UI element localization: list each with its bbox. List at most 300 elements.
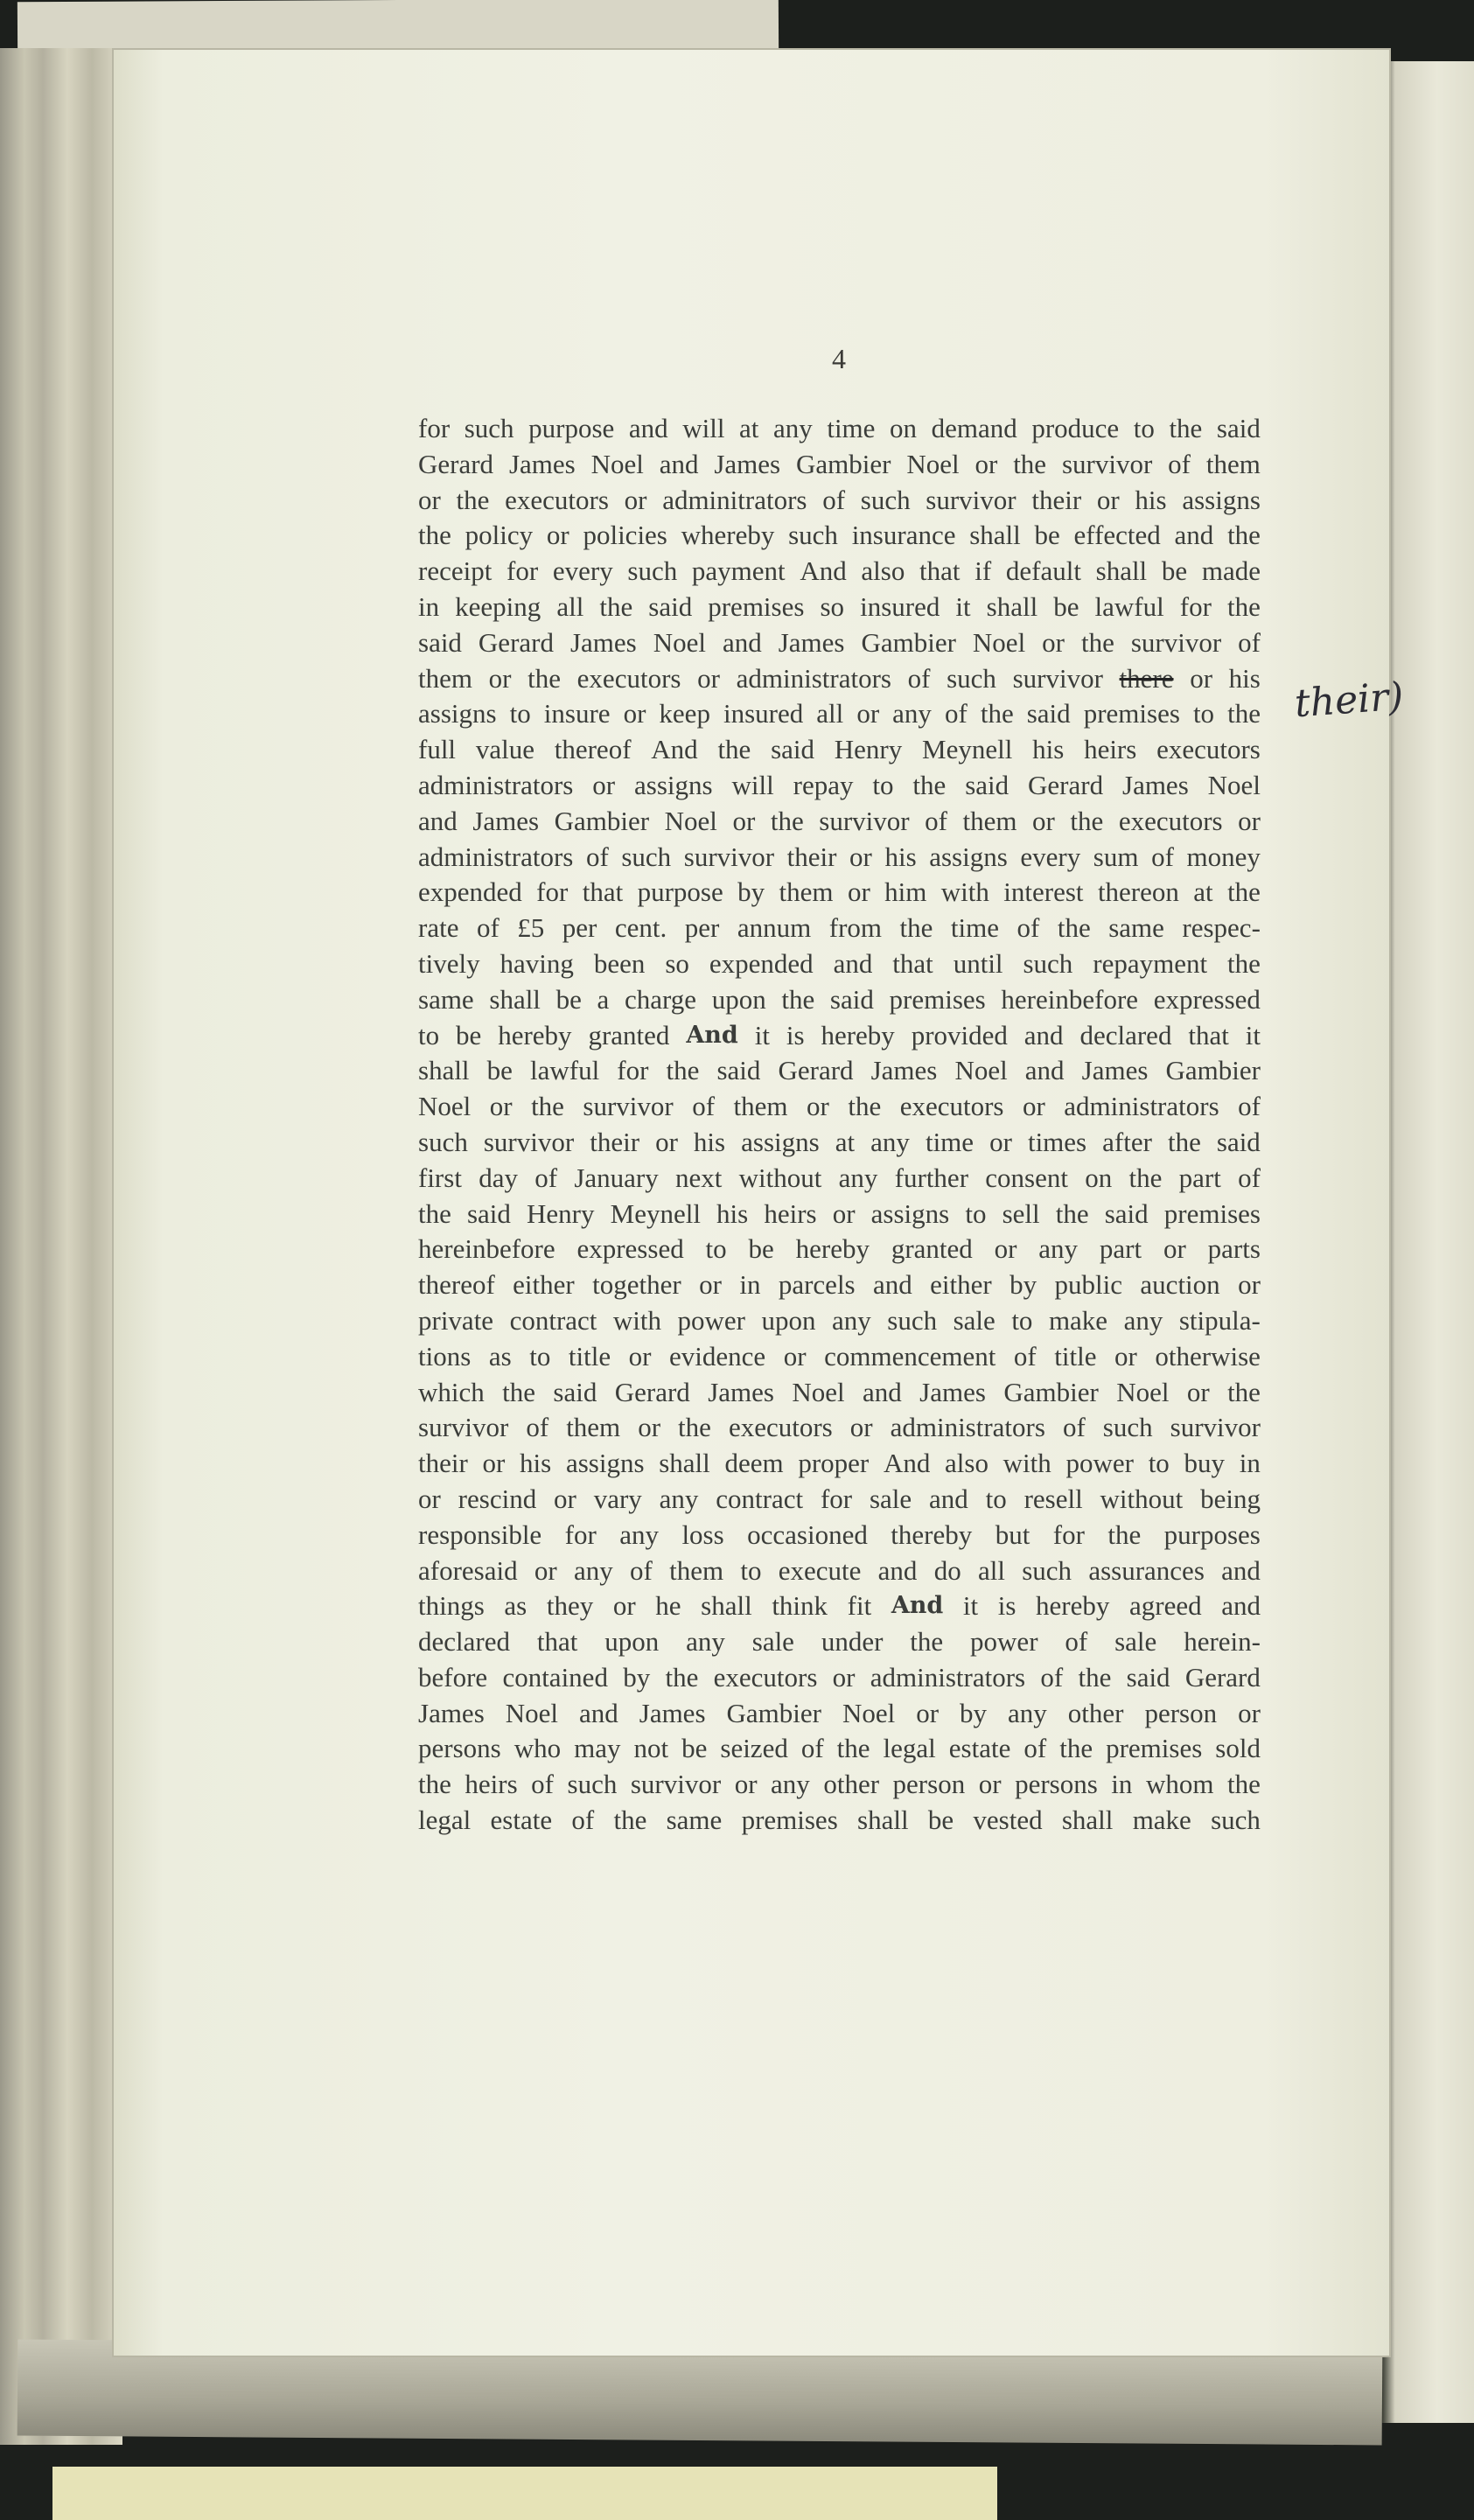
text-line [418,1767,1261,1803]
word: fit [847,1590,872,1622]
word: his [716,1197,749,1229]
word: on [1085,1162,1113,1193]
text-line [418,1553,1261,1589]
word: make [1048,1304,1108,1336]
word: or [916,1697,940,1728]
word: of [1238,626,1261,658]
blackletter-word: And [891,1592,944,1620]
word: premises [1106,1733,1203,1764]
word: produce [1031,413,1120,443]
word: persons [418,1733,501,1764]
word: said [553,1376,597,1407]
blackletter-word: And [686,1021,738,1049]
word: the [781,983,815,1015]
word: persons [1015,1769,1098,1800]
word: not [633,1733,669,1764]
word: And [651,734,698,765]
word: that [919,555,961,587]
word: of [692,1091,716,1122]
word: of [1040,1661,1064,1693]
word: premises [1163,1197,1261,1229]
word: auction [1140,1269,1220,1301]
word: the [1227,876,1261,908]
word: or [623,698,646,729]
word: or [989,1126,1012,1157]
word: sale [1114,1626,1157,1658]
word: said [965,769,1009,800]
word: being [1200,1483,1261,1514]
word: assigns [870,1197,950,1229]
word: hereinbefore [418,1233,555,1265]
word: such [788,520,838,551]
word: or [624,484,647,515]
word: further [894,1162,969,1193]
word: that [582,876,624,908]
word: Meynell [922,734,1013,765]
word: executors [728,1412,833,1443]
word: heirs [1084,734,1137,765]
word: shall [1095,555,1148,587]
word: and [659,448,699,479]
word: declared [1079,1019,1172,1051]
word: the [1227,1376,1261,1407]
word: sale [869,1483,912,1514]
word: or [832,1661,856,1693]
word: Noel [418,1091,472,1122]
word: same [666,1804,723,1836]
word: lawful [1094,590,1164,622]
word: hereinbefore [1001,983,1139,1015]
word: title [1054,1340,1097,1372]
word: person [1144,1697,1218,1728]
word: of [1013,1340,1037,1372]
word: James [708,1376,774,1407]
word: the [1169,413,1203,443]
word: premises [889,983,986,1015]
word: to [872,769,894,800]
word: the [1080,626,1114,658]
word: Noel [1116,1376,1170,1407]
word: policy [465,520,534,551]
word: is [786,1019,805,1051]
word: at [1193,876,1213,908]
word: And [800,555,847,587]
word: buy [1184,1448,1226,1479]
word: aforesaid [418,1554,518,1586]
word: sale [751,1626,794,1658]
word: or [699,1269,722,1301]
word: before [418,1661,488,1693]
word: purpose [637,876,723,908]
word: or [1022,1091,1045,1122]
word: the [1013,448,1047,479]
word: or [1042,626,1065,658]
word: or [554,1483,576,1514]
word: and [1024,1055,1065,1086]
word: thereof [554,734,632,765]
word: the [665,1661,699,1693]
word: parcels [778,1269,856,1301]
word: of [925,805,947,836]
word: vested [973,1804,1043,1836]
word: value [475,734,534,765]
word: or [488,662,512,694]
text-line [418,1696,1261,1732]
word: said [466,1197,511,1229]
word: without [1100,1483,1184,1514]
word: from [828,912,883,944]
word: vary [593,1483,642,1514]
word: Gerard [1184,1661,1261,1693]
word: the [1055,1197,1089,1229]
text-line [418,768,1261,804]
word: cent. [614,912,667,944]
word: them [1205,448,1261,479]
word: herein- [1184,1626,1261,1658]
word: said [1026,698,1071,729]
word: as [488,1340,512,1372]
word: or [1238,1697,1261,1728]
word: administrators [418,841,574,872]
text-line [418,732,1261,768]
word: shall [986,590,1038,622]
word: agreed [1129,1590,1202,1622]
word: Henry [527,1197,595,1229]
word: make [1132,1804,1191,1836]
word: James [778,626,845,658]
word: Noel [972,626,1026,658]
text-line [418,447,1261,483]
word: or [489,1091,513,1122]
word: insure [543,698,611,729]
word: first [418,1162,462,1193]
word: shall [701,1590,752,1622]
word: the [848,1091,882,1122]
word: do [933,1554,961,1586]
word: at [835,1126,856,1157]
word: in [418,590,440,622]
word: time [950,912,999,944]
word: it [955,590,971,622]
word: the [502,1376,536,1407]
word: said [1126,1661,1170,1693]
word: the [717,734,751,765]
word: other [1067,1697,1124,1728]
word: occasioned [747,1518,868,1550]
word: so [820,590,845,622]
word: insurance [851,520,956,551]
word: the [1107,1518,1142,1550]
word: insured [723,698,804,729]
word: consent [985,1162,1068,1193]
word: or [1190,662,1213,694]
word: demand [931,413,1017,443]
word: survivor [1012,662,1103,694]
word: to [1011,1304,1033,1336]
word: will [682,413,725,443]
word: their [418,1448,468,1479]
word: insured [860,590,940,622]
word: of [630,1554,653,1586]
word: and [928,1483,968,1514]
word: interest [1003,876,1084,908]
word: and [863,1376,902,1407]
word: or [638,1412,661,1443]
word: or [612,1590,636,1622]
text-line [418,1624,1261,1660]
text-line [418,1803,1261,1839]
word: and [1174,520,1214,551]
word: to [509,698,531,729]
word: his [1135,484,1167,515]
word: keep [659,698,710,729]
word: the [1057,912,1091,944]
word: said [1104,1197,1149,1229]
word: stipula- [1178,1304,1261,1336]
word: or [1186,1376,1210,1407]
word: Gambier [861,626,956,658]
word: other [823,1769,880,1800]
word: the [1227,947,1261,979]
word: execute [778,1554,862,1586]
word: been [593,947,646,979]
word: the [910,1626,944,1658]
word: whom [1145,1769,1214,1800]
text-line [418,1161,1261,1197]
word: to [1148,1448,1170,1479]
text-line [418,1053,1261,1089]
word: their [786,841,837,872]
word: and [877,1554,918,1586]
word: of [800,1733,824,1764]
word: the [599,590,633,622]
paper-strip [52,2467,997,2520]
word: also [861,555,905,587]
word: same [418,983,474,1015]
word: any [771,1769,810,1800]
word: or [732,805,756,836]
word: as [504,1590,527,1622]
word: Noel [590,448,644,479]
word: or [849,841,872,872]
word: survivor [819,805,910,836]
word: after [1102,1126,1152,1157]
word: for [418,413,451,443]
word: And [883,1448,931,1479]
word: said [716,1055,761,1086]
word: contract [716,1483,804,1514]
word: evidence [669,1340,766,1372]
word: or [418,1483,441,1514]
word: such [627,555,678,587]
word: them [962,805,1017,836]
word: if [975,555,992,587]
word: the [418,1197,451,1229]
word: money [1186,841,1261,872]
word: payment [691,555,786,587]
word: be [1161,555,1188,587]
word: time [827,413,876,443]
word: the [1227,520,1261,551]
word: to [965,1197,987,1229]
word: the [1167,1126,1201,1157]
word: Gerard [778,1055,854,1086]
word: policies [583,520,667,551]
word: Gambier [726,1697,821,1728]
word: the [531,1091,564,1122]
word: by [960,1697,988,1728]
word: to [529,1340,551,1372]
word: repayment [1093,947,1208,979]
word: them [669,1554,724,1586]
word: of [534,1162,558,1193]
word: to [1192,698,1215,729]
text-line [418,1197,1261,1232]
text-line [418,1018,1261,1054]
word: for [536,876,569,908]
word: them [566,1412,621,1443]
word: or [1032,805,1055,836]
text-line [418,982,1261,1018]
text-line [418,661,1261,697]
text-line [418,1375,1261,1411]
underlying-page-edge [17,0,779,54]
word: executors [576,662,681,694]
word: rate [418,912,459,944]
word: such [418,1126,468,1157]
word: of [822,484,846,515]
word: James [1081,1055,1149,1086]
word: time [925,1126,975,1157]
text-line [418,1339,1261,1375]
word: upon [604,1626,660,1658]
word: otherwise [1155,1340,1261,1372]
word: sum [1093,841,1139,872]
word: James [1122,769,1189,800]
word: Gambier [796,448,891,479]
word: or [482,1448,506,1479]
word: legal [418,1804,472,1836]
word: Noel [954,1055,1008,1086]
word: or [1096,484,1120,515]
word: any [892,698,932,729]
word: tively [418,947,480,979]
word: repay [793,769,854,800]
word: shall [489,983,541,1015]
word: of [944,698,968,729]
word: survivor [1170,1412,1261,1443]
word: also [945,1448,988,1479]
text-line [418,1125,1261,1161]
word: or [807,1091,829,1122]
word: administrators [736,662,891,694]
word: Gambier [554,805,650,836]
word: of [585,841,609,872]
word: the [1070,805,1104,836]
word: full [418,734,457,765]
word: James [418,1697,485,1728]
word: purpose [528,413,615,443]
word: next [675,1162,723,1193]
word: receipt [418,555,492,587]
word: be [1053,590,1079,622]
word: for [564,1518,597,1550]
word: said [1216,1126,1261,1157]
word: executors [1118,805,1223,836]
word: him [884,876,927,908]
word: responsible [418,1518,542,1550]
word: such [887,1304,938,1336]
word: all [556,590,584,622]
word: the [666,1055,700,1086]
word: heirs [465,1769,518,1800]
word: Noel [792,1376,845,1407]
word: the [1226,590,1261,622]
word: who [513,1733,562,1764]
word: any [573,1554,613,1586]
word: will [731,769,774,800]
word: or [847,876,870,908]
word: executors [899,1091,1004,1122]
word: the [1059,1733,1093,1764]
word: them [733,1091,788,1122]
word: to [1133,413,1155,443]
text-line [418,1267,1261,1303]
word: it [1245,1019,1261,1051]
word: public [1054,1269,1123,1301]
word: and [1221,1554,1261,1586]
word: upon [761,1304,816,1336]
word: and [722,626,762,658]
word: of [1238,1162,1261,1193]
word: or [978,1769,1002,1800]
word: a [597,983,610,1015]
word: day [479,1162,518,1193]
word: of [526,1412,549,1443]
word: Noel [505,1697,559,1728]
word: be [555,983,582,1015]
word: such [464,413,514,443]
word: the [1078,1661,1112,1693]
word: it [962,1590,979,1622]
word: or [994,1233,1017,1265]
word: power [1065,1448,1134,1479]
word: with [612,1304,662,1336]
word: part [1178,1162,1221,1193]
word: contract [509,1304,597,1336]
word: said [648,590,693,622]
word: or [849,1412,873,1443]
word: title [568,1340,611,1372]
word: until [953,947,1003,979]
word: and [1023,1019,1064,1051]
word: deem [724,1448,784,1479]
text-line [418,625,1261,661]
word: Gerard [418,448,494,479]
word: be [1034,520,1060,551]
word: made [1201,555,1261,587]
word: or [975,448,998,479]
word: said [829,983,874,1015]
word: parts [1207,1233,1261,1265]
word: hereby [795,1233,870,1265]
word: or [734,1769,758,1800]
word: of [1151,841,1174,872]
word: default [1005,555,1081,587]
word: be [927,1804,954,1836]
word: any [1038,1233,1079,1265]
word: the [899,912,933,944]
